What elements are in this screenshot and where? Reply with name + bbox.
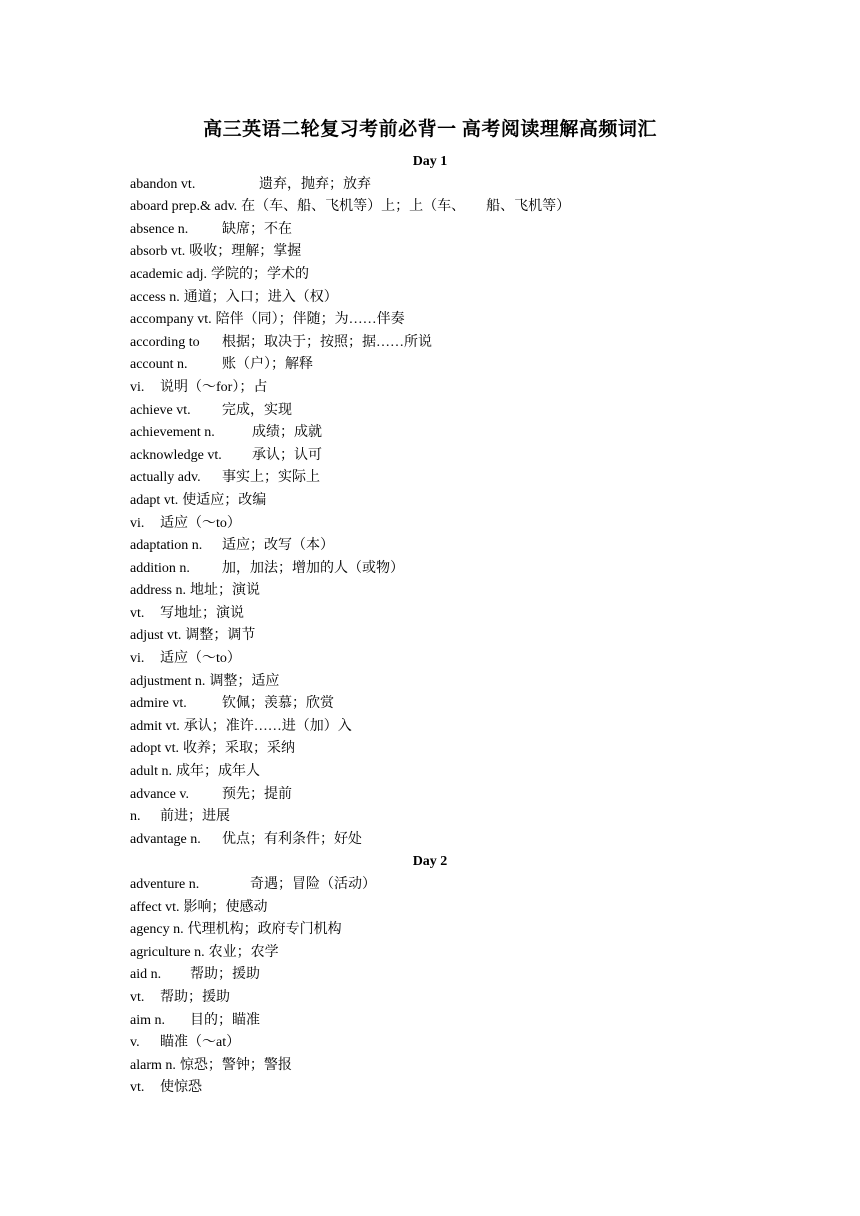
vocab-definition: 调整；调节 (185, 628, 256, 644)
vocab-definition: 优点；有利条件；好处 (222, 831, 362, 847)
vocab-definition: 使适应；改编 (182, 492, 267, 508)
vocab-definition: 调整；适应 (209, 673, 280, 689)
vocab-definition: 账（户）；解释 (222, 357, 313, 373)
vocab-definition: 帮助；援助 (190, 967, 260, 983)
vocab-entry (130, 1032, 830, 1055)
vocab-word: achieve vt. (130, 402, 191, 418)
vocab-definition: 遗弃，抛弃；放弃 (259, 176, 371, 192)
vocab-entry (130, 513, 830, 536)
vocab-entry (130, 942, 830, 965)
vocab-entry (130, 354, 830, 377)
vocab-entry (130, 829, 830, 852)
day-heading: Day 2 (412, 854, 448, 870)
vocab-definition: 帮助；援助 (160, 989, 230, 1005)
vocab-entry (130, 648, 830, 671)
vocab-entry (130, 693, 830, 716)
vocab-word: abandon vt. (130, 176, 196, 192)
vocab-word: adjustment n. (130, 673, 206, 689)
vocab-entry (130, 784, 830, 807)
vocab-word: admit vt. (130, 718, 180, 734)
vocab-entry (130, 490, 830, 513)
vocab-word: adventure n. (130, 877, 200, 892)
vocab-entry (130, 919, 830, 942)
vocab-definition: 适应（～to） (160, 651, 241, 667)
vocab-definition: 农业；农学 (208, 944, 279, 960)
vocab-word: affect vt. (130, 899, 180, 915)
vocab-definition: 说明（～for）；占 (160, 379, 268, 395)
vocab-entry (130, 761, 830, 784)
vocab-definition: 缺席；不在 (222, 221, 292, 237)
vocab-definition: 瞄准（～at） (160, 1035, 241, 1051)
vocab-definition: 吸收；理解；掌握 (189, 244, 302, 260)
vocab-word: vi. (130, 651, 145, 667)
vocab-word: according to (130, 334, 200, 350)
day-heading: Day 1 (412, 154, 448, 169)
vocab-entry (130, 874, 830, 897)
vocab-word: accompany vt. (130, 312, 212, 328)
vocab-word: aid n. (130, 967, 162, 983)
vocab-entry (130, 219, 830, 242)
vocab-word: addition n. (130, 560, 190, 576)
vocab-definition: 通道；入口；进入（权） (183, 289, 338, 305)
vocab-definition: 事实上；实际上 (222, 470, 320, 486)
vocab-word: vt. (130, 1080, 145, 1096)
vocab-word: vt. (130, 605, 145, 621)
vocab-definition: 前进；进展 (160, 809, 230, 825)
vocab-entry (130, 738, 830, 761)
vocab-word: aim n. (130, 1012, 165, 1028)
vocab-definition: 影响；使感动 (183, 899, 268, 915)
vocab-definition: 钦佩；羡慕；欣赏 (222, 696, 334, 712)
vocab-definition: 根据；取决于；按照；据……所说 (222, 334, 432, 350)
vocab-word: n. (130, 809, 141, 825)
vocab-word: vi. (130, 515, 145, 531)
vocab-definition: 收养；采取；采纳 (183, 741, 295, 757)
vocab-definition: 地址；演说 (190, 583, 260, 599)
vocab-definition: 代理机构；政府专门机构 (187, 922, 342, 938)
vocab-entry (130, 603, 830, 626)
vocab-word: agriculture n. (130, 944, 205, 960)
vocab-word: adjust vt. (130, 628, 182, 644)
vocab-definition: 成绩；成就 (252, 425, 322, 441)
vocab-entry (130, 1077, 830, 1100)
vocab-entry (130, 625, 830, 648)
vocabulary-list (130, 151, 830, 1100)
vocab-entry (130, 558, 830, 581)
vocab-entry (130, 535, 830, 558)
vocab-word: agency n. (130, 922, 184, 938)
vocab-definition: 目的；瞄准 (190, 1012, 260, 1028)
vocab-word: absence n. (130, 221, 189, 237)
vocab-word: advance v. (130, 786, 189, 802)
vocab-definition: 使惊恐 (160, 1080, 202, 1096)
vocab-entry (130, 309, 830, 332)
vocab-entry (130, 264, 830, 287)
vocab-entry (130, 422, 830, 445)
vocab-word: alarm n. (130, 1057, 176, 1073)
vocab-entry (130, 987, 830, 1010)
vocab-word: achievement n. (130, 425, 215, 441)
vocab-word: vt. (130, 989, 145, 1005)
vocab-word: adult n. (130, 764, 172, 780)
vocab-entry (130, 287, 830, 310)
vocab-word: acknowledge vt. (130, 447, 222, 463)
vocab-definition: 完成，实现 (222, 402, 292, 418)
vocab-definition: 适应；改写（本） (222, 538, 334, 554)
vocab-word: v. (130, 1035, 140, 1051)
vocab-definition: 惊恐；警钟；警报 (179, 1057, 292, 1073)
vocab-definition: 奇遇；冒险（活动） (250, 877, 376, 892)
vocab-word: advantage n. (130, 831, 201, 847)
vocab-word: actually adv. (130, 470, 201, 486)
vocab-word: admire vt. (130, 696, 187, 712)
vocab-definition: 成年；成年人 (176, 764, 260, 780)
vocab-word: adaptation n. (130, 538, 203, 554)
vocab-definition: 适应（～to） (160, 515, 241, 531)
vocab-entry (130, 580, 830, 603)
vocab-entry (130, 377, 830, 400)
vocab-entry (130, 716, 830, 739)
vocab-definition: 写地址；演说 (160, 605, 244, 621)
vocab-word: adapt vt. (130, 492, 179, 508)
vocab-entry (130, 806, 830, 829)
vocab-word: vi. (130, 379, 145, 395)
vocab-entry (130, 445, 830, 468)
vocab-word: access n. (130, 289, 180, 305)
vocab-entry (130, 332, 830, 355)
vocab-entry (130, 897, 830, 920)
vocab-entry (130, 241, 830, 264)
vocab-definition: 加，加法；增加的人（或物） (222, 560, 404, 576)
vocab-entry (130, 467, 830, 490)
vocab-entry (130, 196, 830, 219)
vocab-definition: 在（车、船、飞机等）上；上（车、 船、飞机等） (241, 199, 571, 215)
vocab-entry (130, 1055, 830, 1078)
vocab-definition: 承认；准许……进（加）入 (183, 718, 352, 734)
vocab-entry (130, 400, 830, 423)
vocab-word: adopt vt. (130, 741, 179, 757)
vocab-definition: 承认；认可 (252, 447, 322, 463)
vocab-word: absorb vt. (130, 244, 186, 260)
vocab-entry (130, 1010, 830, 1033)
document-title: 高三英语二轮复习考前必背一 高考阅读理解高频词汇 (203, 119, 657, 140)
vocab-definition: 陪伴（同）；伴随；为……伴奏 (215, 312, 405, 328)
vocab-definition: 学院的；学术的 (210, 266, 309, 282)
vocab-word: aboard prep.& adv. (130, 199, 238, 215)
vocab-definition: 预先；提前 (222, 786, 292, 802)
vocab-word: account n. (130, 357, 188, 373)
vocab-entry (130, 671, 830, 694)
vocab-entry (130, 174, 830, 197)
vocab-word: academic adj. (130, 266, 207, 282)
vocab-entry (130, 964, 830, 987)
vocab-word: address n. (130, 583, 186, 599)
